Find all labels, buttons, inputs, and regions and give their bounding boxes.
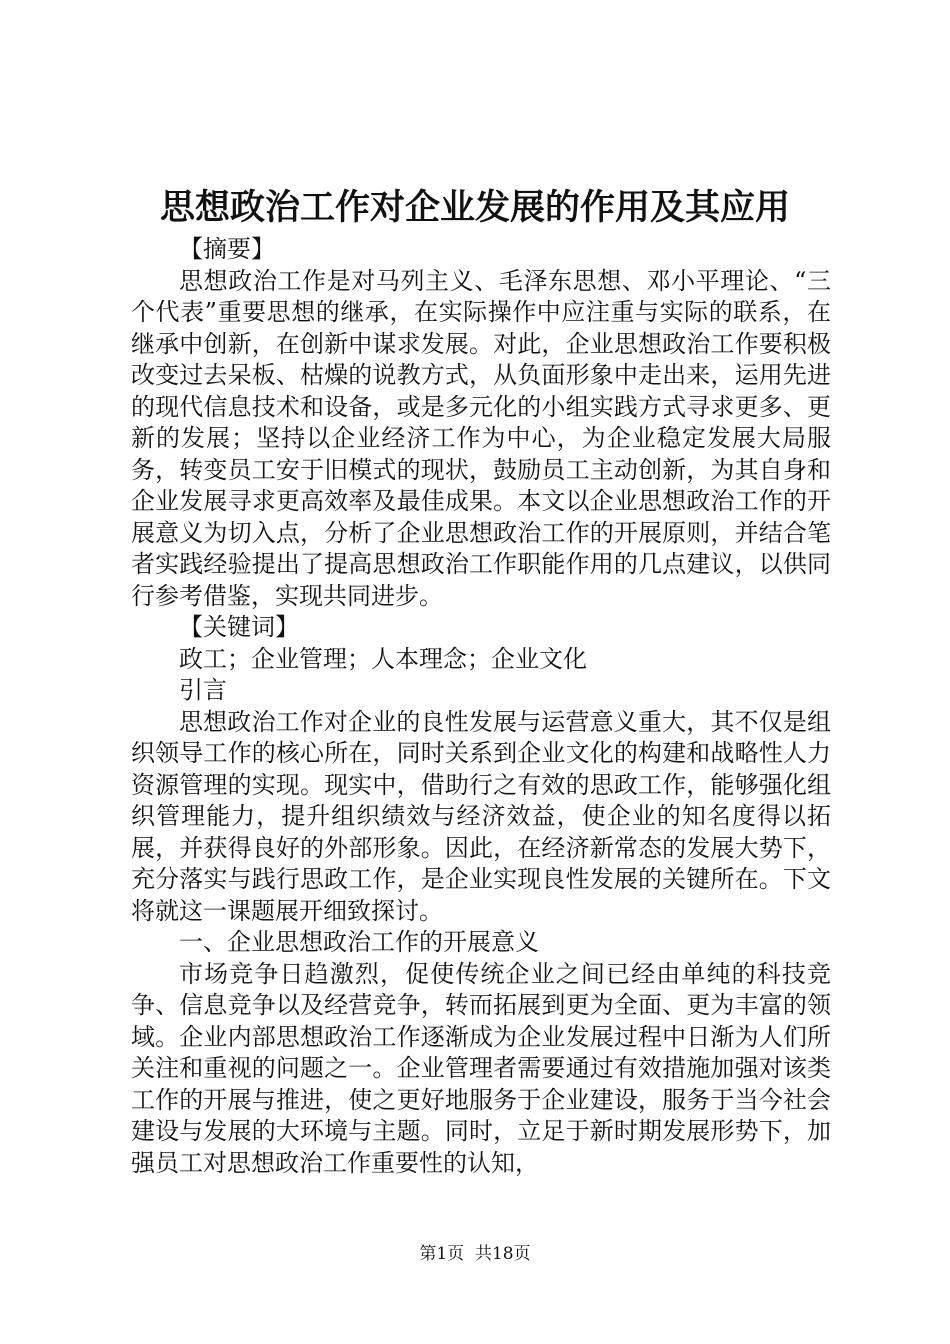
keywords-heading: 【关键词】 — [179, 613, 299, 641]
page-footer: 第1页 共18页 — [419, 1244, 531, 1264]
section1-heading: 一、企业思想政治工作的开展意义 — [179, 928, 539, 956]
document-title: 思想政治工作对企业发展的作用及其应用 — [159, 187, 790, 228]
intro-heading: 引言 — [179, 676, 227, 704]
abstract-paragraph: 思想政治工作是对马列主义、毛泽东思想、邓小平理论、“三个代表”重要思想的继承，在实际操作中应注重与实际的联系，在继承中创新，在创新中谋求发展。对此，企业思想政治工作要积极改变过去呆板、枯燥的说教方式，从负面形象中走出来，运用先进的现代信息技术和设备，或是多元化的小组实践方式寻求更多、更新的发展；坚持以企业经济工作为中心，为企业稳定发展大局服务，转变员工安于旧模式的现状，鼓励员工主动创新，为其自身和企业发展寻求更高效率及最佳成果。本文以企业思想政治工作的开展意义为切入点，分析了企业思想政治工作的开展原则，并结合笔者实践经验提出了提高思想政治工作职能作用的几点建议，以供同行参考借鉴，实现共同进步。 — [131, 266, 831, 610]
intro-paragraph: 思想政治工作对企业的良性发展与运营意义重大，其不仅是组织领导工作的核心所在，同时关系到企业文化的构建和战略性人力资源管理的实现。现实中，借助行之有效的思政工作，能够强化组织管理能力，提升组织绩效与经济效益，使企业的知名度得以拓展，并获得良好的外部形象。因此，在经济新常态的发展大势下，充分落实与践行思政工作，是企业实现良性发展的关键所在。下文将就这一课题展开细致探讨。 — [131, 707, 831, 925]
keywords-paragraph: 政工；企业管理；人本理念；企业文化 — [179, 644, 587, 673]
document-body — [131, 234, 831, 1179]
section1-paragraph: 市场竞争日趋激烈，促使传统企业之间已经由单纯的科技竞争、信息竞争以及经营竞争，转而拓展到更为全面、更为丰富的领域。企业内部思想政治工作逐渐成为企业发展过程中日渐为人们所关注和重视的问题之一。企业管理者需要通过有效措施加强对该类工作的开展与推进，使之更好地服务于企业建设，服务于当今社会建设与发展的大环境与主题。同时，立足于新时期发展形势下，加强员工对思想政治工作重要性的认知， — [131, 959, 831, 1177]
abstract-heading: 【摘要】 — [179, 235, 275, 263]
